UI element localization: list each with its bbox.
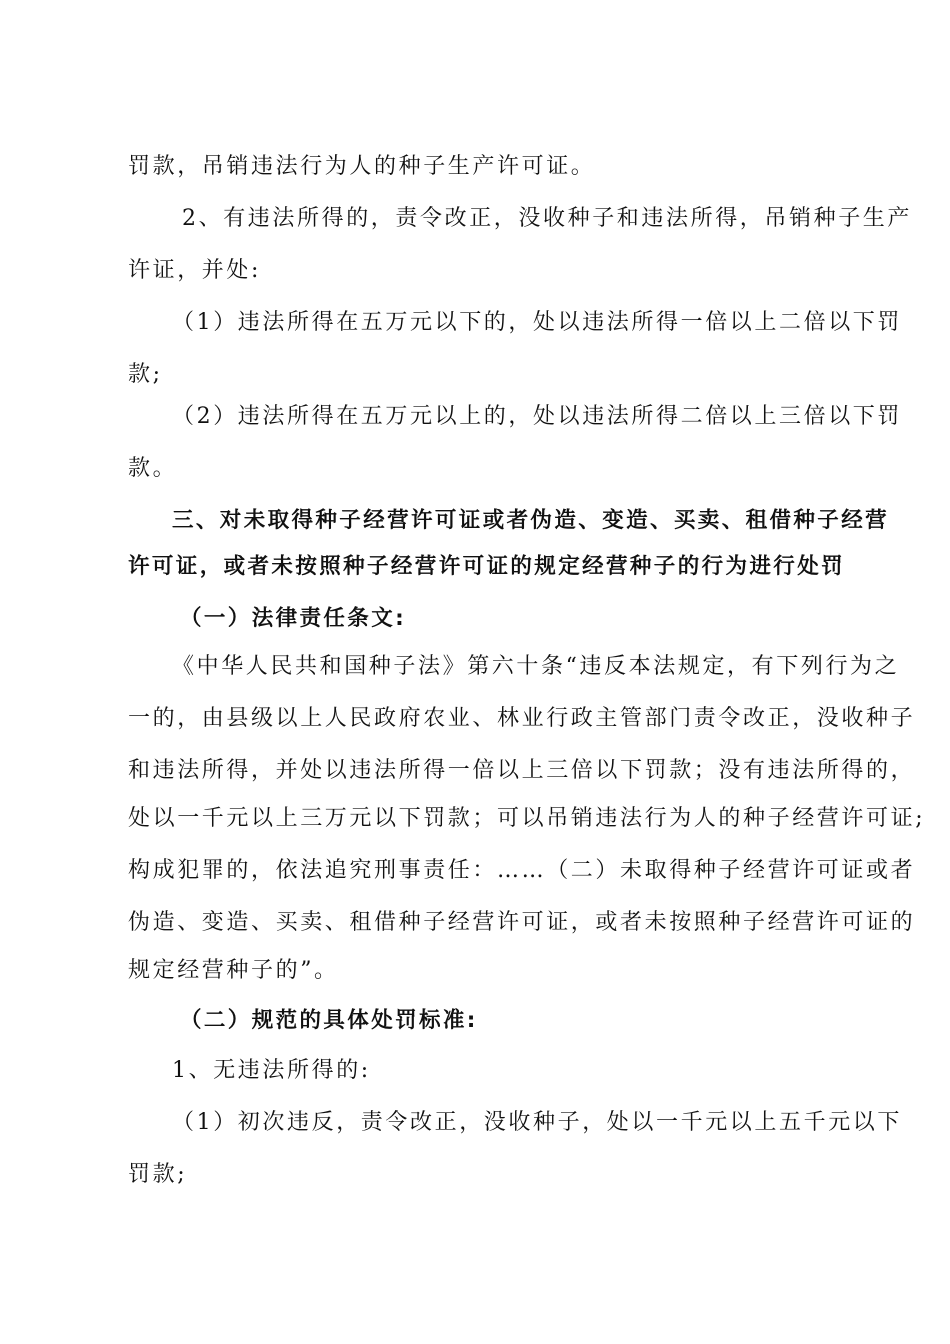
paragraph-line: 2、有违法所得的，责令改正，没收种子和违法所得，吊销种子生产 — [182, 206, 912, 231]
paragraph-line: 《中华人民共和国种子法》第六十条“违反本法规定，有下列行为之 — [172, 654, 900, 679]
paragraph-line: 伪造、变造、买卖、租借种子经营许可证，或者未按照种子经营许可证的 — [128, 910, 916, 935]
paragraph-line: 构成犯罪的，依法追究刑事责任：……（二）未取得种子经营许可证或者 — [128, 858, 916, 883]
paragraph-line: 1、无违法所得的: — [172, 1058, 371, 1083]
paragraph-line: （1）初次违反，责令改正，没收种子，处以一千元以上五千元以下 — [172, 1110, 902, 1135]
paragraph-line: 处以一千元以上三万元以下罚款；可以吊销违法行为人的种子经营许可证; — [128, 806, 926, 831]
paragraph-line: 一的，由县级以上人民政府农业、林业行政主管部门责令改正，没收种子 — [128, 706, 916, 731]
subsection-heading: （二）规范的具体处罚标准: — [180, 1008, 478, 1033]
paragraph-line: 款。 — [128, 456, 178, 481]
paragraph-line: （1）违法所得在五万元以下的，处以违法所得一倍以上二倍以下罚 — [172, 310, 902, 335]
paragraph-line: 罚款; — [128, 1162, 188, 1187]
paragraph-line: 和违法所得，并处以违法所得一倍以上三倍以下罚款；没有违法所得的， — [128, 758, 916, 783]
paragraph-line: 规定经营种子的”。 — [128, 958, 339, 983]
section-heading: 三、对未取得种子经营许可证或者伪造、变造、买卖、租借种子经营 — [172, 508, 890, 533]
subsection-heading: （一）法律责任条文: — [180, 606, 407, 631]
paragraph-line: （2）违法所得在五万元以上的，处以违法所得二倍以上三倍以下罚 — [172, 404, 902, 429]
paragraph-line: 款; — [128, 362, 163, 387]
paragraph-line: 许证，并处: — [128, 258, 262, 283]
paragraph-line: 罚款，吊销违法行为人的种子生产许可证。 — [128, 154, 596, 179]
section-heading: 许可证，或者未按照种子经营许可证的规定经营种子的行为进行处罚 — [128, 554, 846, 579]
